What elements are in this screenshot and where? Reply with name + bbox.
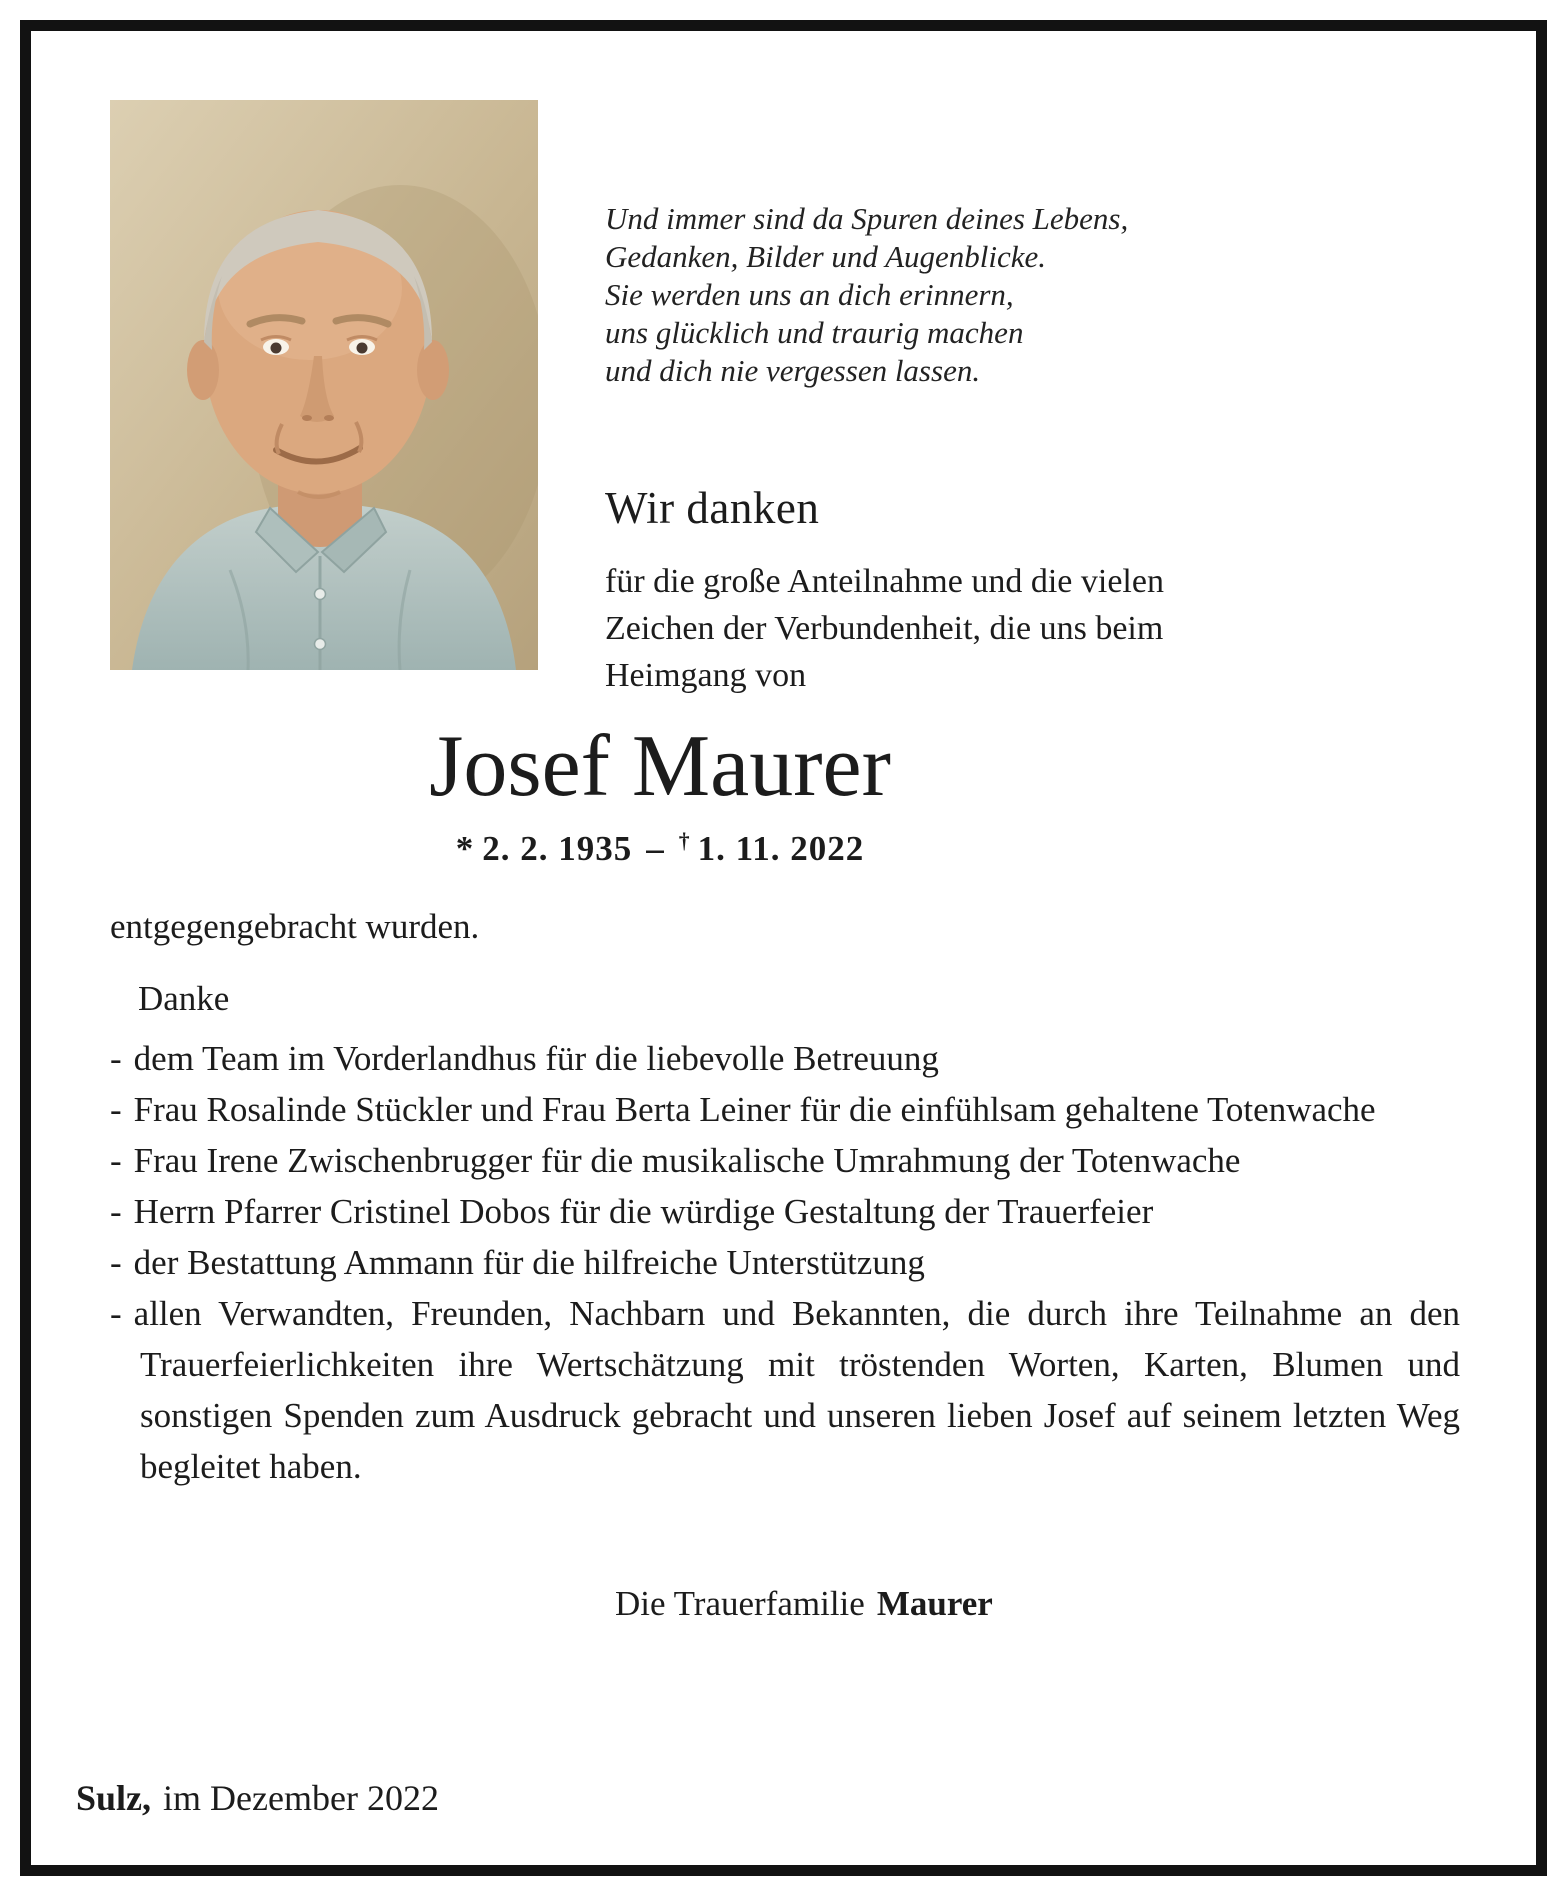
page-frame <box>20 20 1547 1876</box>
family-name: Maurer <box>876 1584 993 1624</box>
list-item <box>110 1135 1460 1186</box>
poem-line: Gedanken, Bilder und Augenblicke. <box>605 239 1047 274</box>
life-dates <box>110 829 1210 869</box>
poem-line: uns glücklich und traurig machen <box>605 315 1024 350</box>
item-dash: - <box>110 1243 122 1283</box>
item-text: der Bestattung Ammann für die hilfreiche Unterstützung <box>133 1243 925 1283</box>
item-dash: - <box>110 1141 122 1181</box>
family-signature <box>110 1584 1460 1624</box>
list-item <box>110 1237 1460 1288</box>
list-item <box>110 1084 1460 1135</box>
portrait-illustration <box>110 100 538 670</box>
list-item <box>110 1186 1460 1237</box>
list-item <box>110 1033 1460 1084</box>
poem-line: Und immer sind da Spuren deines Lebens, <box>605 201 1129 236</box>
thanks-heading: Wir danken <box>605 483 820 533</box>
death-date: 1. 11. 2022 <box>697 829 865 869</box>
name-block <box>110 718 1210 869</box>
item-text: Frau Irene Zwischenbrugger für die musikalische Umrahmung der Totenwache <box>133 1141 1241 1181</box>
item-dash: - <box>110 1039 122 1079</box>
footer-line <box>76 1777 1460 1819</box>
item-dash: - <box>110 1294 122 1334</box>
right-column <box>605 100 1164 699</box>
death-symbol: † <box>678 829 691 854</box>
item-dash: - <box>110 1192 122 1232</box>
deceased-name: Josef Maurer <box>429 718 891 815</box>
item-dash: - <box>110 1090 122 1130</box>
poem-line: und dich nie vergessen lassen. <box>605 353 981 388</box>
closing-line: entgegengebracht wurden. <box>110 907 480 947</box>
danke-label: Danke <box>138 979 230 1019</box>
footer-place: Sulz, <box>76 1778 152 1818</box>
memorial-poem <box>605 200 1164 390</box>
footer-date: im Dezember 2022 <box>163 1778 439 1818</box>
intro-line: Zeichen der Verbundenheit, die uns beim <box>605 610 1164 647</box>
signature-prefix: Die Trauerfamilie <box>615 1584 865 1624</box>
intro-line: für die große Anteilnahme und die vielen <box>605 563 1164 600</box>
portrait-photo <box>110 100 538 670</box>
list-item <box>110 1288 1460 1492</box>
item-text: Herrn Pfarrer Cristinel Dobos für die würdige Gestaltung der Trauerfeier <box>133 1192 1154 1232</box>
top-section <box>110 100 1460 699</box>
birth-date: 2. 2. 1935 <box>482 829 633 869</box>
intro-line: Heimgang von <box>605 657 807 694</box>
thanks-list <box>110 1033 1460 1492</box>
item-text: Frau Rosalinde Stückler und Frau Berta Leiner für die einfühlsam gehaltene Totenwache <box>133 1090 1376 1130</box>
poem-line: Sie werden uns an dich erinnern, <box>605 277 1014 312</box>
item-text: allen Verwandten, Freunden, Nachbarn und Bekannten, die durch ihre Teilnahme an den Trauerfeierlichkeiten ihre Wertschätzung mit tröstenden Worten, Karten, Blumen und sonstigen Spenden zum Ausdruck gebracht und unseren lieben Josef auf seinem letzten Weg begleitet haben. <box>133 1294 1460 1487</box>
thanks-intro <box>605 558 1164 699</box>
item-text: dem Team im Vorderlandhus für die liebevolle Betreuung <box>133 1039 939 1079</box>
birth-symbol: * <box>455 829 475 869</box>
dates-separator: – <box>646 829 665 869</box>
